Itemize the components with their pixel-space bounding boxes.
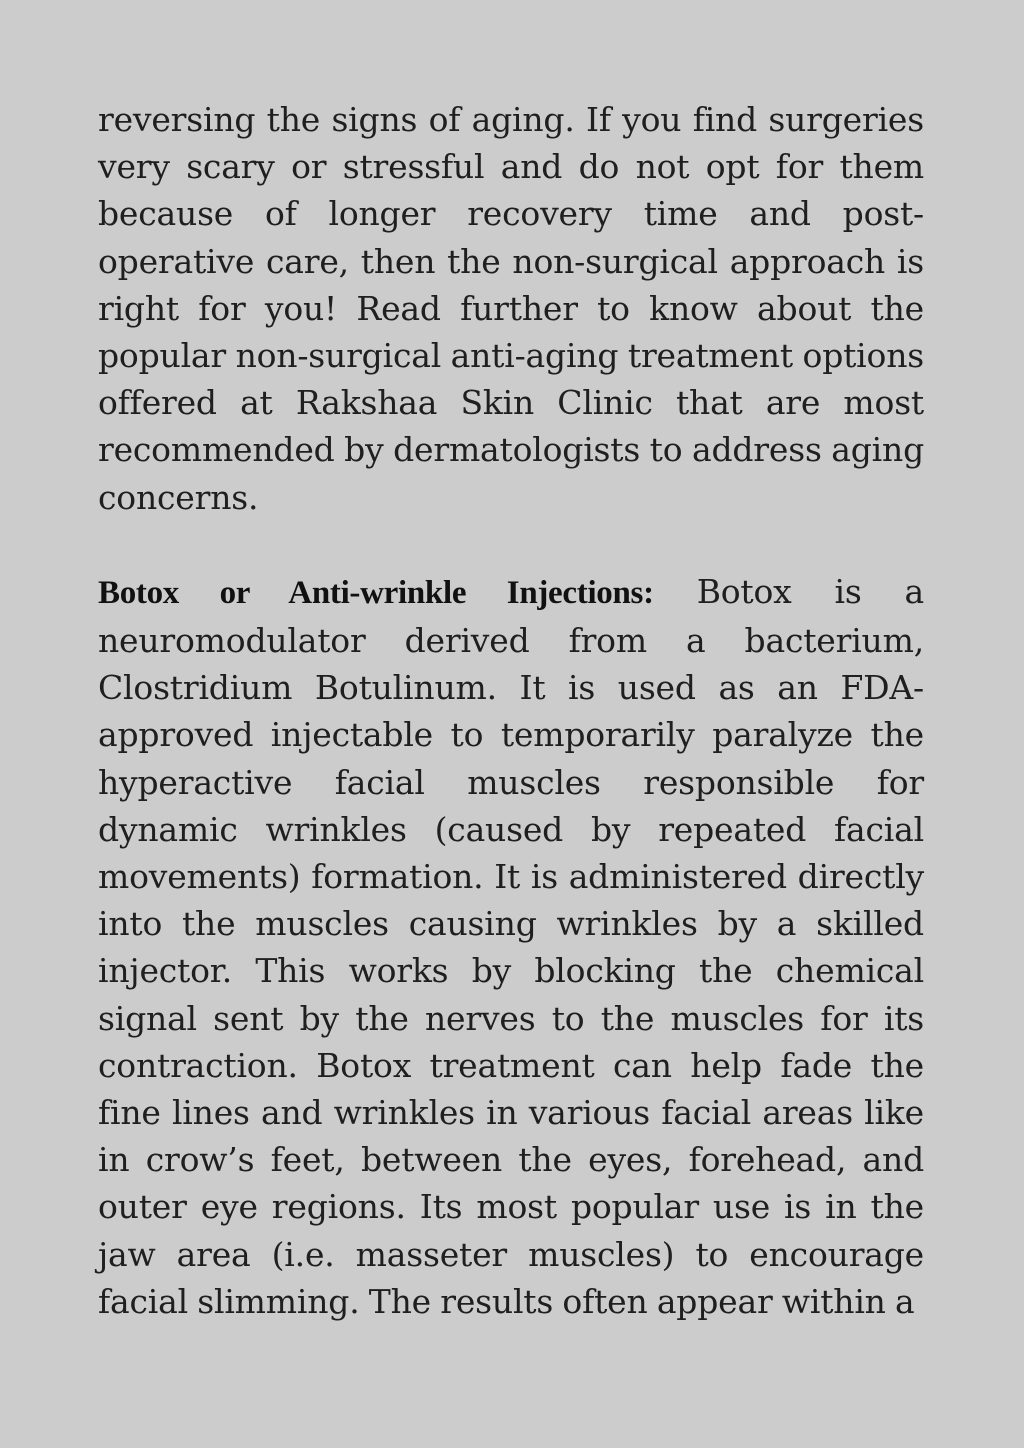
intro-paragraph <box>98 96 924 521</box>
document-page <box>98 96 924 1325</box>
botox-heading: Botox or Anti-wrinkle Injections: <box>98 574 654 611</box>
botox-paragraph <box>98 568 924 1325</box>
intro-paragraph-text: reversing the signs of aging. If you find surgeries very scary or stressful and do not opt for them because of longer recovery time and post-operative care, then the non-surgical approach is right for you! Read further to know about the popular non-surgical anti-aging treatment options offered at Rakshaa Skin Clinic that are most recommended by dermatologists to address aging concerns. <box>98 100 924 517</box>
botox-paragraph-text: Botox is a neuromodulator derived from a bacterium, Clostridium Botulinum. It is used as an FDA-approved injectable to temporarily paralyze the hyperactive facial muscles responsible for dynamic wrinkles (caused by repeated facial movements) formation. It is administered directly into the muscles causing wrinkles by a skilled injector. This works by blocking the chemical signal sent by the nerves to the muscles for its contraction. Botox treatment can help fade the fine lines and wrinkles in various facial areas like in crow’s feet, between the eyes, forehead, and outer eye regions. Its most popular use is in the jaw area (i.e. masseter muscles) to encourage facial slimming. The results often appear within a <box>98 571 924 1321</box>
